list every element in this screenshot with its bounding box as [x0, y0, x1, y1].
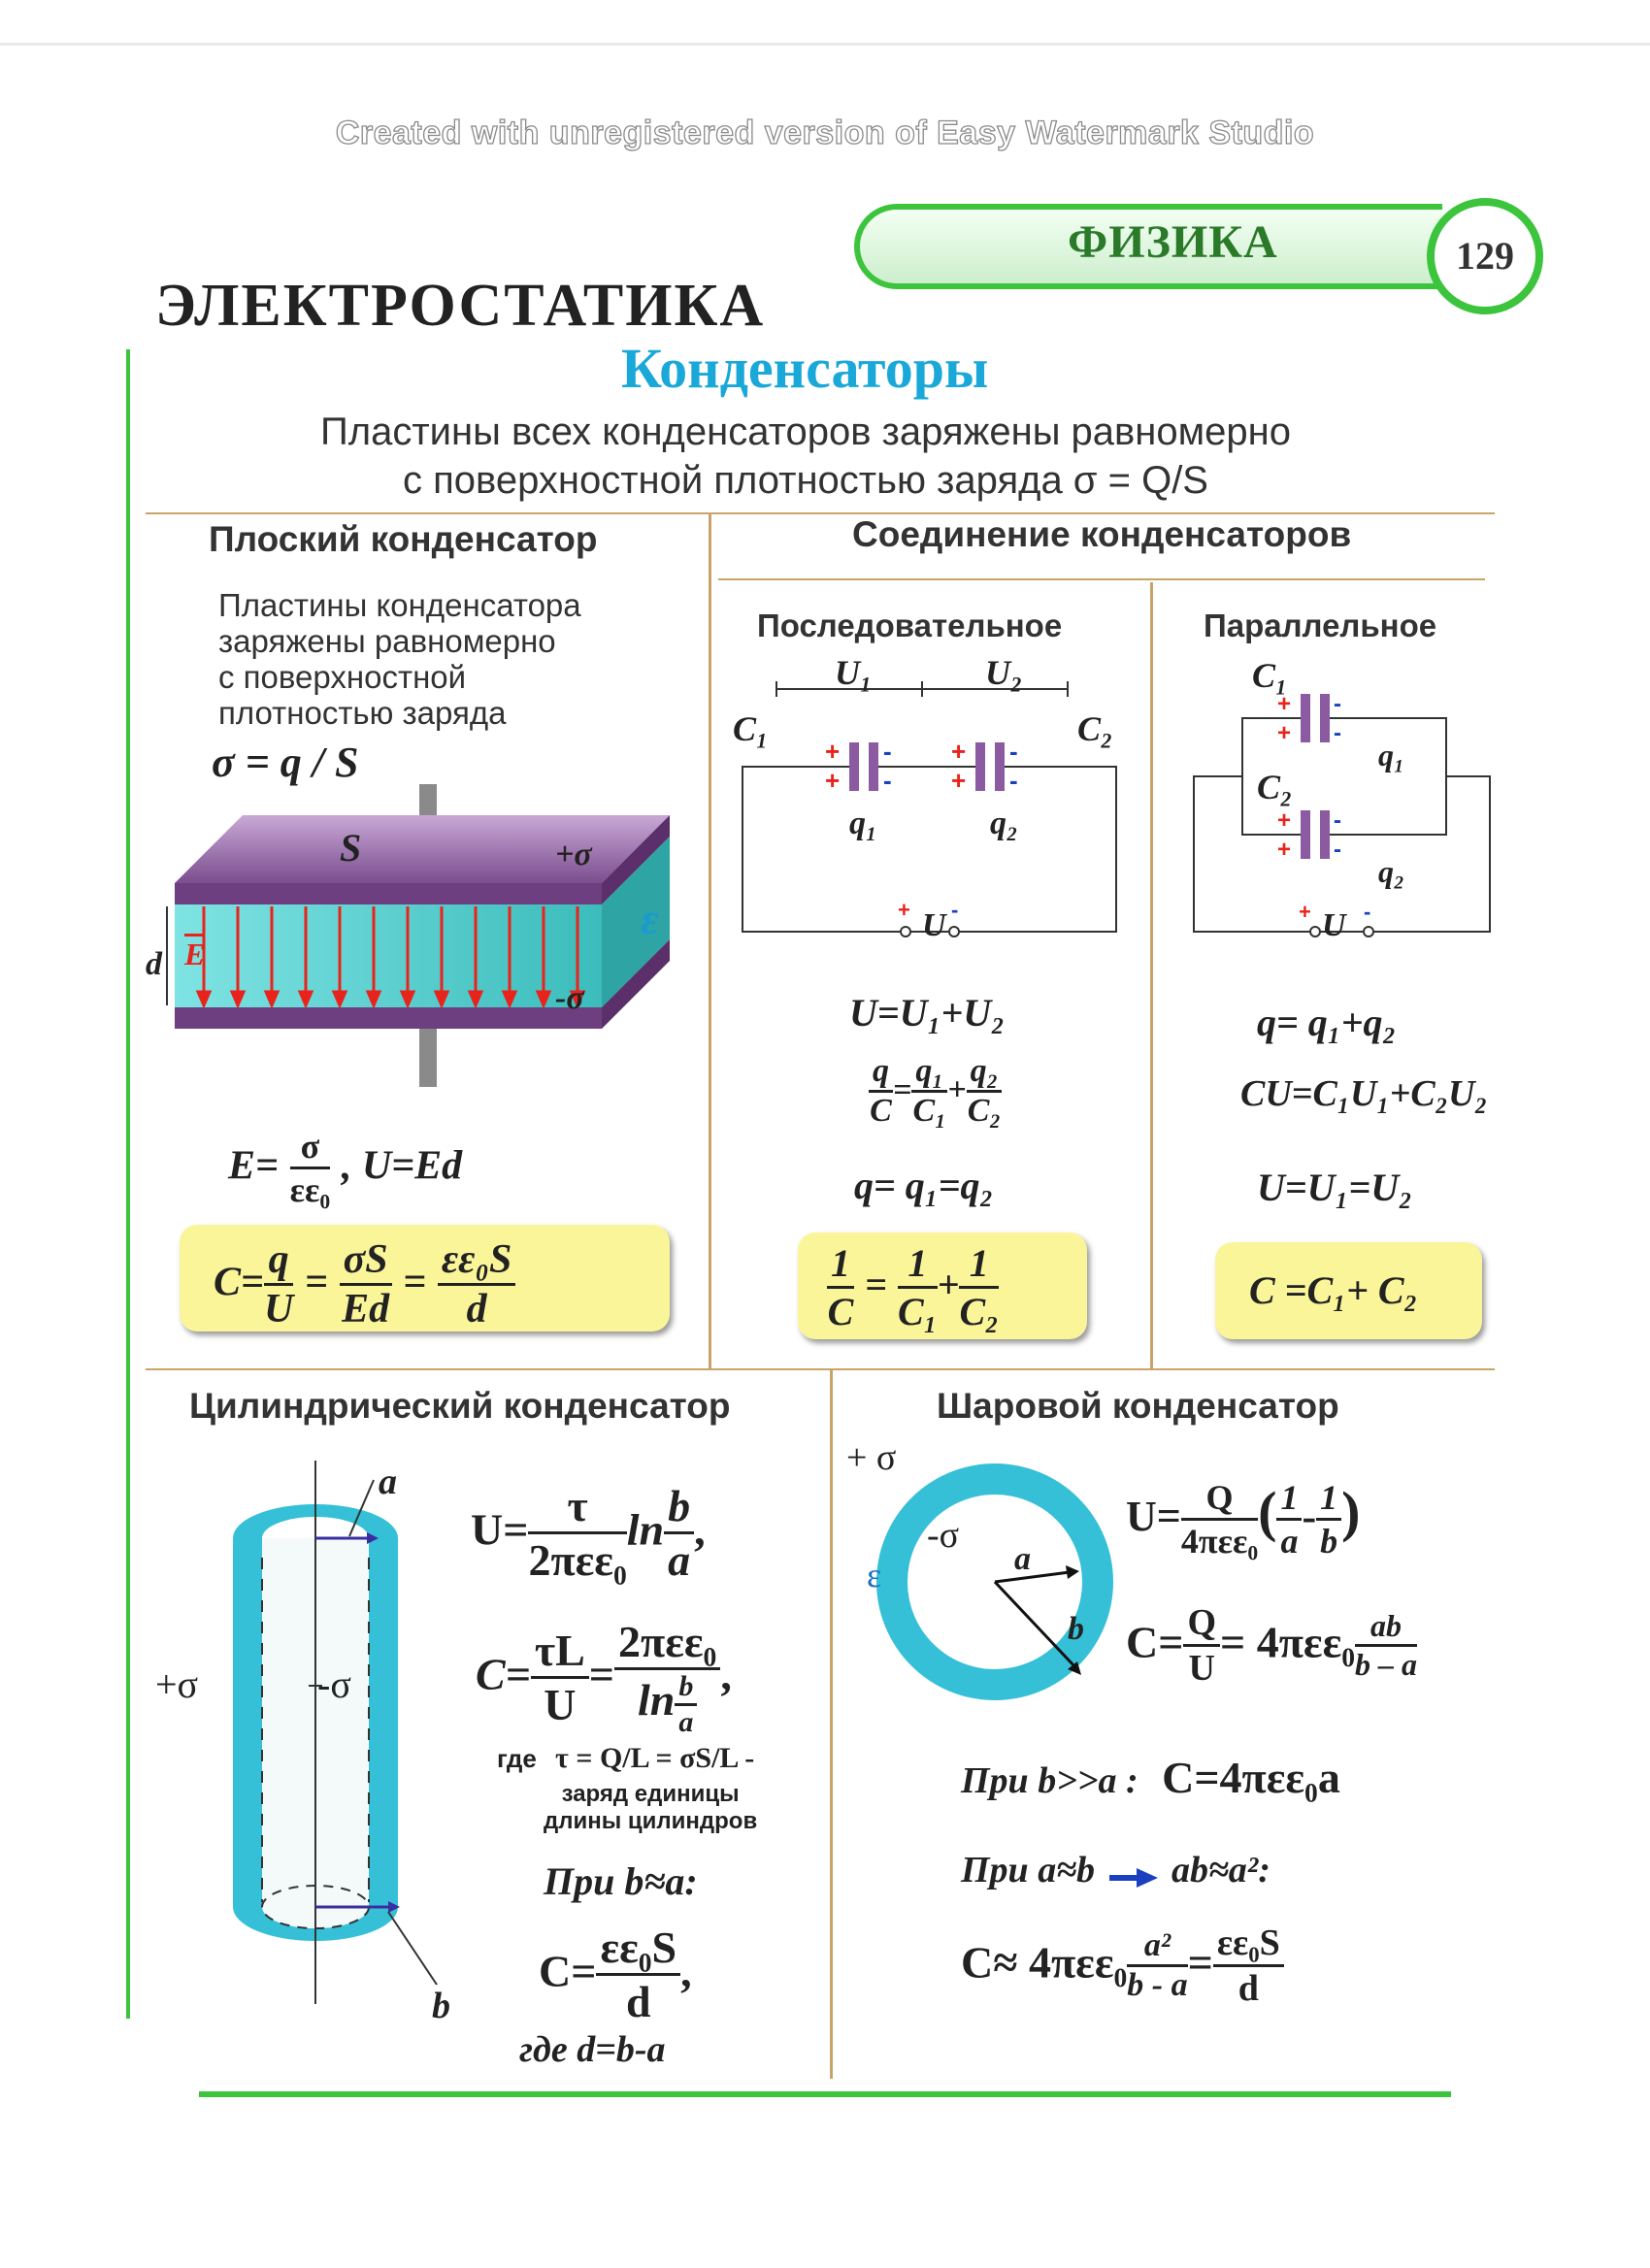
fraction-den: U	[544, 1680, 577, 1729]
label-q1: q₁	[1378, 738, 1405, 772]
fraction-num: εε₀S	[596, 1922, 680, 1976]
label-C1: C₁	[733, 709, 769, 748]
intro-line-1: Пластины всех конденсаторов заряжены равномерно	[320, 411, 1291, 453]
plus-sign: +	[825, 737, 841, 766]
top-plate	[175, 815, 670, 883]
formula-U: , U=Ed	[341, 1143, 463, 1189]
top-plate-edge	[175, 883, 602, 904]
fraction-den: b - a	[1127, 1967, 1188, 2003]
fraction-den: a	[1280, 1522, 1299, 1561]
label-q1: q₁	[849, 805, 877, 841]
label-U: U	[1322, 907, 1346, 943]
fraction	[1183, 1601, 1220, 1690]
capacitor-1-plate	[1320, 694, 1330, 742]
formula-part: +	[937, 1263, 960, 1307]
fraction	[1213, 1922, 1284, 2010]
fraction-den: C	[870, 1093, 892, 1129]
fraction-num: 1	[959, 1240, 999, 1289]
fraction	[959, 1240, 999, 1334]
plus-sign: +	[898, 898, 910, 922]
minus-sign: -	[1364, 900, 1371, 924]
cyl-d-definition	[519, 2028, 666, 2071]
fraction-num: 1	[827, 1240, 854, 1289]
sph-case-2	[961, 1849, 1270, 1891]
fraction-den: a	[678, 1706, 694, 1738]
formula-part: где	[519, 2029, 578, 2070]
parallel-cu-formula: CU=C₁U₁+C₂U₂	[1240, 1073, 1488, 1114]
fraction-den: εε₀	[289, 1170, 331, 1209]
formula-part: ,	[720, 1649, 732, 1699]
formula-part: d=b-a	[577, 2029, 666, 2070]
cyl-approx-condition: При b≈a:	[544, 1859, 698, 1903]
plus-sign: +	[825, 766, 841, 795]
label-C2: C₂	[1257, 768, 1293, 806]
paren-close: )	[1341, 1480, 1361, 1544]
fraction	[290, 1126, 331, 1210]
formula-part: ,	[694, 1504, 706, 1555]
formula-part: =	[865, 1263, 887, 1307]
label-minus-sigma: -σ	[927, 1515, 960, 1556]
minus-sign: -	[1334, 807, 1341, 834]
watermark-text: Created with unregistered version of Easy Watermark Studio	[335, 115, 1315, 151]
fraction	[1316, 1477, 1341, 1561]
case-condition: ab≈a²:	[1171, 1850, 1270, 1890]
label-minus-sigma: -σ	[555, 980, 584, 1016]
connection-heading: Соединение конденсаторов	[852, 514, 1352, 554]
minus-sign: -	[883, 766, 892, 795]
top-edge-line	[0, 43, 1650, 46]
fraction-num: 1	[1276, 1477, 1302, 1521]
label-E-vector: $\overline{E}$	[184, 937, 206, 971]
minus-sign: -	[1334, 837, 1341, 863]
capacitor-2-plate	[975, 742, 985, 791]
capacitor-2-plate	[995, 742, 1005, 791]
series-voltage-formula: U=U₁+U₂	[849, 991, 1006, 1035]
plus-sign: +	[1299, 900, 1311, 924]
series-heading: Последовательное	[757, 608, 1063, 643]
fraction-num: σS	[340, 1236, 392, 1286]
label-b: b	[1068, 1611, 1084, 1647]
bottom-terminal	[419, 1029, 437, 1087]
plus-sign: +	[1277, 837, 1292, 863]
series-inverse-formula	[869, 1053, 1002, 1130]
fraction-den: d	[466, 1287, 487, 1331]
arrow-right-icon	[1109, 1868, 1158, 1888]
sph-heading: Шаровой конденсатор	[937, 1386, 1339, 1426]
intro-text	[155, 408, 1456, 505]
fraction	[898, 1240, 938, 1334]
fraction	[869, 1053, 893, 1130]
fraction	[1127, 1927, 1187, 2004]
flat-field-formula	[228, 1126, 462, 1210]
fraction-num: τL	[531, 1625, 589, 1679]
circuit-wire	[1330, 718, 1446, 835]
fraction-den: d	[625, 1977, 651, 2026]
label-plus-sigma: +σ	[555, 837, 592, 872]
fraction-num: εε₀S	[1213, 1922, 1284, 1967]
series-capacitance-formula	[827, 1240, 999, 1334]
formula-part: -	[1302, 1493, 1317, 1541]
formula-part: C≈ 4πεε₀	[961, 1937, 1128, 1988]
fraction	[911, 1053, 947, 1130]
spherical-capacitor-diagram	[854, 1456, 1136, 1718]
minus-sign: -	[951, 898, 959, 922]
fraction-num: τ	[528, 1480, 626, 1534]
fraction	[1276, 1477, 1302, 1561]
formula-part: C=	[214, 1260, 264, 1305]
label-epsilon: ε	[867, 1556, 882, 1594]
fraction-num: a²	[1127, 1927, 1187, 1967]
fraction-den	[614, 1670, 720, 1739]
fraction-den: U	[263, 1287, 294, 1331]
capacitor-1-plate	[869, 742, 878, 791]
fraction	[1181, 1477, 1258, 1561]
fraction	[596, 1922, 680, 2027]
series-charge-formula: q= q₁=q₂	[854, 1164, 994, 1207]
divider	[830, 1370, 833, 2079]
plus-sign: +	[1277, 807, 1292, 834]
divider	[146, 1368, 1495, 1370]
fraction-num: 2πεε₀	[614, 1616, 720, 1670]
case-condition: При b>>a :	[961, 1760, 1138, 1801]
label-plus-sigma: +σ	[155, 1662, 199, 1706]
fraction	[614, 1616, 720, 1739]
intro-line-2: с поверхностной плотностью заряда σ = Q/S	[403, 459, 1208, 502]
flat-sigma-formula: σ = q / S	[212, 739, 359, 786]
formula-part: ln	[637, 1675, 676, 1726]
label-a: a	[379, 1462, 397, 1502]
minus-sign: -	[1009, 737, 1018, 766]
minus-sign: -	[1334, 720, 1341, 746]
cyl-voltage-formula	[471, 1480, 706, 1586]
fraction-num: q₁	[911, 1053, 947, 1093]
fraction-num: b	[675, 1670, 697, 1706]
fraction	[340, 1236, 392, 1332]
sph-approx-formula	[961, 1922, 1284, 2010]
formula-part: ,	[680, 1946, 692, 1996]
note-tau: τ = Q/L = σS/L -	[555, 1742, 755, 1774]
fraction	[531, 1625, 589, 1730]
label-U2: U₂	[985, 653, 1023, 692]
cyl-approx-formula	[539, 1922, 692, 2027]
flat-desc-line: Пластины конденсатора	[218, 587, 581, 623]
plus-sign: +	[1277, 691, 1292, 717]
label-q2: q₂	[1378, 854, 1405, 889]
note-line: заряд единицы	[561, 1781, 740, 1807]
flat-heading: Плоский конденсатор	[209, 519, 598, 559]
capacitor-2-plate	[1320, 810, 1330, 859]
formula-part: =	[588, 1649, 615, 1699]
formula-part: U=	[471, 1504, 529, 1555]
flat-desc-line: с поверхностной	[218, 659, 467, 695]
label-plus-sigma: + σ	[846, 1437, 897, 1478]
fraction-num: εε₀S	[438, 1236, 515, 1286]
sph-case-1	[961, 1752, 1340, 1803]
fraction-num: 1	[898, 1240, 938, 1289]
capacitor-1-plate	[1301, 694, 1310, 742]
terminal	[1310, 927, 1320, 937]
flat-desc-line: заряжены равномерно	[218, 623, 556, 659]
formula-part: C=	[1126, 1617, 1184, 1667]
label-a: a	[1014, 1541, 1031, 1577]
bottom-green-line	[199, 2091, 1451, 2097]
fraction	[675, 1670, 697, 1739]
formula-part: C=	[539, 1946, 597, 1996]
label-q2: q₂	[990, 805, 1018, 841]
sph-voltage-formula	[1126, 1477, 1360, 1561]
fraction-num: σ	[290, 1126, 331, 1169]
plus-sign: +	[951, 766, 967, 795]
cyl-capacitance-formula	[476, 1616, 732, 1739]
subject-label: ФИЗИКА	[1068, 216, 1278, 268]
cyl-heading: Цилиндрический конденсатор	[189, 1386, 731, 1426]
label-U1: U₁	[835, 653, 873, 692]
note-line: длины цилиндров	[544, 1808, 758, 1834]
formula-part: C=	[476, 1649, 531, 1699]
terminal	[949, 927, 959, 937]
fraction-den: 2πεε₀	[528, 1535, 627, 1585]
fraction-den: d	[1238, 1968, 1259, 2009]
divider	[1150, 582, 1153, 1368]
fraction-den: b	[1320, 1522, 1338, 1561]
terminal	[901, 927, 910, 937]
fraction-den: C₂	[959, 1290, 1000, 1333]
fraction-den: b – a	[1355, 1647, 1418, 1682]
left-margin-line	[126, 349, 130, 2019]
label-U: U	[922, 907, 946, 943]
fraction	[1355, 1608, 1417, 1683]
plus-sign: +	[951, 737, 967, 766]
note-where: где	[497, 1744, 537, 1773]
formula-plus: +	[947, 1071, 967, 1108]
sph-capacitance-formula	[1126, 1601, 1417, 1690]
fraction-num: q	[869, 1053, 893, 1093]
label-d: d	[146, 946, 162, 982]
case-condition: При a≈b	[961, 1850, 1096, 1890]
flat-capacitance-box	[180, 1225, 670, 1331]
parallel-capacitance-box	[1215, 1242, 1482, 1339]
fraction-den: C₁	[898, 1290, 938, 1333]
terminal	[1364, 927, 1373, 937]
fraction-den: U	[1188, 1648, 1215, 1689]
minus-sign: -	[1334, 691, 1341, 717]
fraction-den: a	[668, 1535, 691, 1585]
capacitor-1-plate	[849, 742, 859, 791]
formula-E-lhs: E=	[228, 1143, 279, 1189]
flat-desc-line: плотностью заряда	[218, 695, 507, 731]
flat-description	[218, 587, 581, 731]
parallel-charge-formula: q= q₁+q₂	[1257, 1001, 1397, 1044]
fraction	[967, 1053, 1003, 1130]
b-leader	[388, 1912, 437, 1985]
fraction-den: Ed	[342, 1287, 390, 1331]
cyl-tau-note	[497, 1742, 754, 1775]
label-S: S	[340, 826, 362, 870]
fraction	[528, 1480, 626, 1586]
fraction	[264, 1236, 293, 1332]
label-b: b	[432, 1986, 450, 2026]
label-C1: C₁	[1252, 656, 1288, 695]
flat-capacitance-formula	[214, 1236, 515, 1332]
fraction-num: ab	[1355, 1608, 1417, 1647]
parallel-heading: Параллельное	[1204, 608, 1437, 643]
parallel-capacitance-formula: C =C₁+ C₂	[1249, 1268, 1418, 1312]
formula-part: =	[304, 1260, 328, 1305]
flat-capacitor-diagram	[146, 776, 699, 1097]
page-number: 129	[1427, 198, 1543, 314]
formula-part: =	[1187, 1937, 1213, 1988]
formula-part: = 4πεε₀	[1220, 1617, 1356, 1667]
page-title: ЭЛЕКТРОСТАТИКА	[155, 273, 766, 339]
page-subtitle: Конденсаторы	[621, 337, 989, 400]
label-minus-sigma: -σ	[317, 1662, 351, 1706]
fraction-num: Q	[1183, 1601, 1220, 1647]
case-formula: C=4πεε₀a	[1162, 1753, 1340, 1802]
fraction-num: Q	[1181, 1477, 1258, 1521]
cylindrical-capacitor-diagram	[155, 1461, 476, 2014]
bottom-plate	[175, 1007, 602, 1029]
paren-open: (	[1258, 1480, 1277, 1544]
capacitor-2-plate	[1301, 810, 1310, 859]
cyl-tau-description	[544, 1781, 757, 1835]
fraction	[438, 1236, 515, 1332]
series-capacitance-box	[798, 1233, 1087, 1339]
fraction	[664, 1480, 694, 1586]
fraction-den: 4πεε₀	[1180, 1522, 1259, 1561]
formula-eq: =	[893, 1071, 912, 1108]
fraction-num: 1	[1316, 1477, 1341, 1521]
plus-sign: +	[1277, 720, 1292, 746]
fraction-den: C	[827, 1290, 854, 1333]
formula-part: U=	[1126, 1493, 1181, 1541]
parallel-voltage-formula: U=U₁=U₂	[1257, 1166, 1413, 1209]
formula-part: ln	[626, 1504, 665, 1555]
divider	[718, 578, 1485, 580]
fraction	[827, 1240, 854, 1334]
arrow-right-icon	[1109, 1868, 1158, 1888]
formula-part: =	[403, 1260, 427, 1305]
series-circuit-diagram	[733, 660, 1140, 941]
fraction-den: C₁	[912, 1093, 947, 1129]
divider	[709, 514, 711, 1368]
minus-sign: -	[883, 737, 892, 766]
fraction-num: b	[664, 1480, 694, 1534]
fraction-num: q	[264, 1236, 293, 1286]
label-C2: C₂	[1077, 709, 1113, 748]
fraction-num: q₂	[967, 1053, 1003, 1093]
fraction-den: C₂	[967, 1093, 1002, 1129]
minus-sign: -	[1009, 766, 1018, 795]
label-epsilon: ε	[641, 894, 659, 943]
